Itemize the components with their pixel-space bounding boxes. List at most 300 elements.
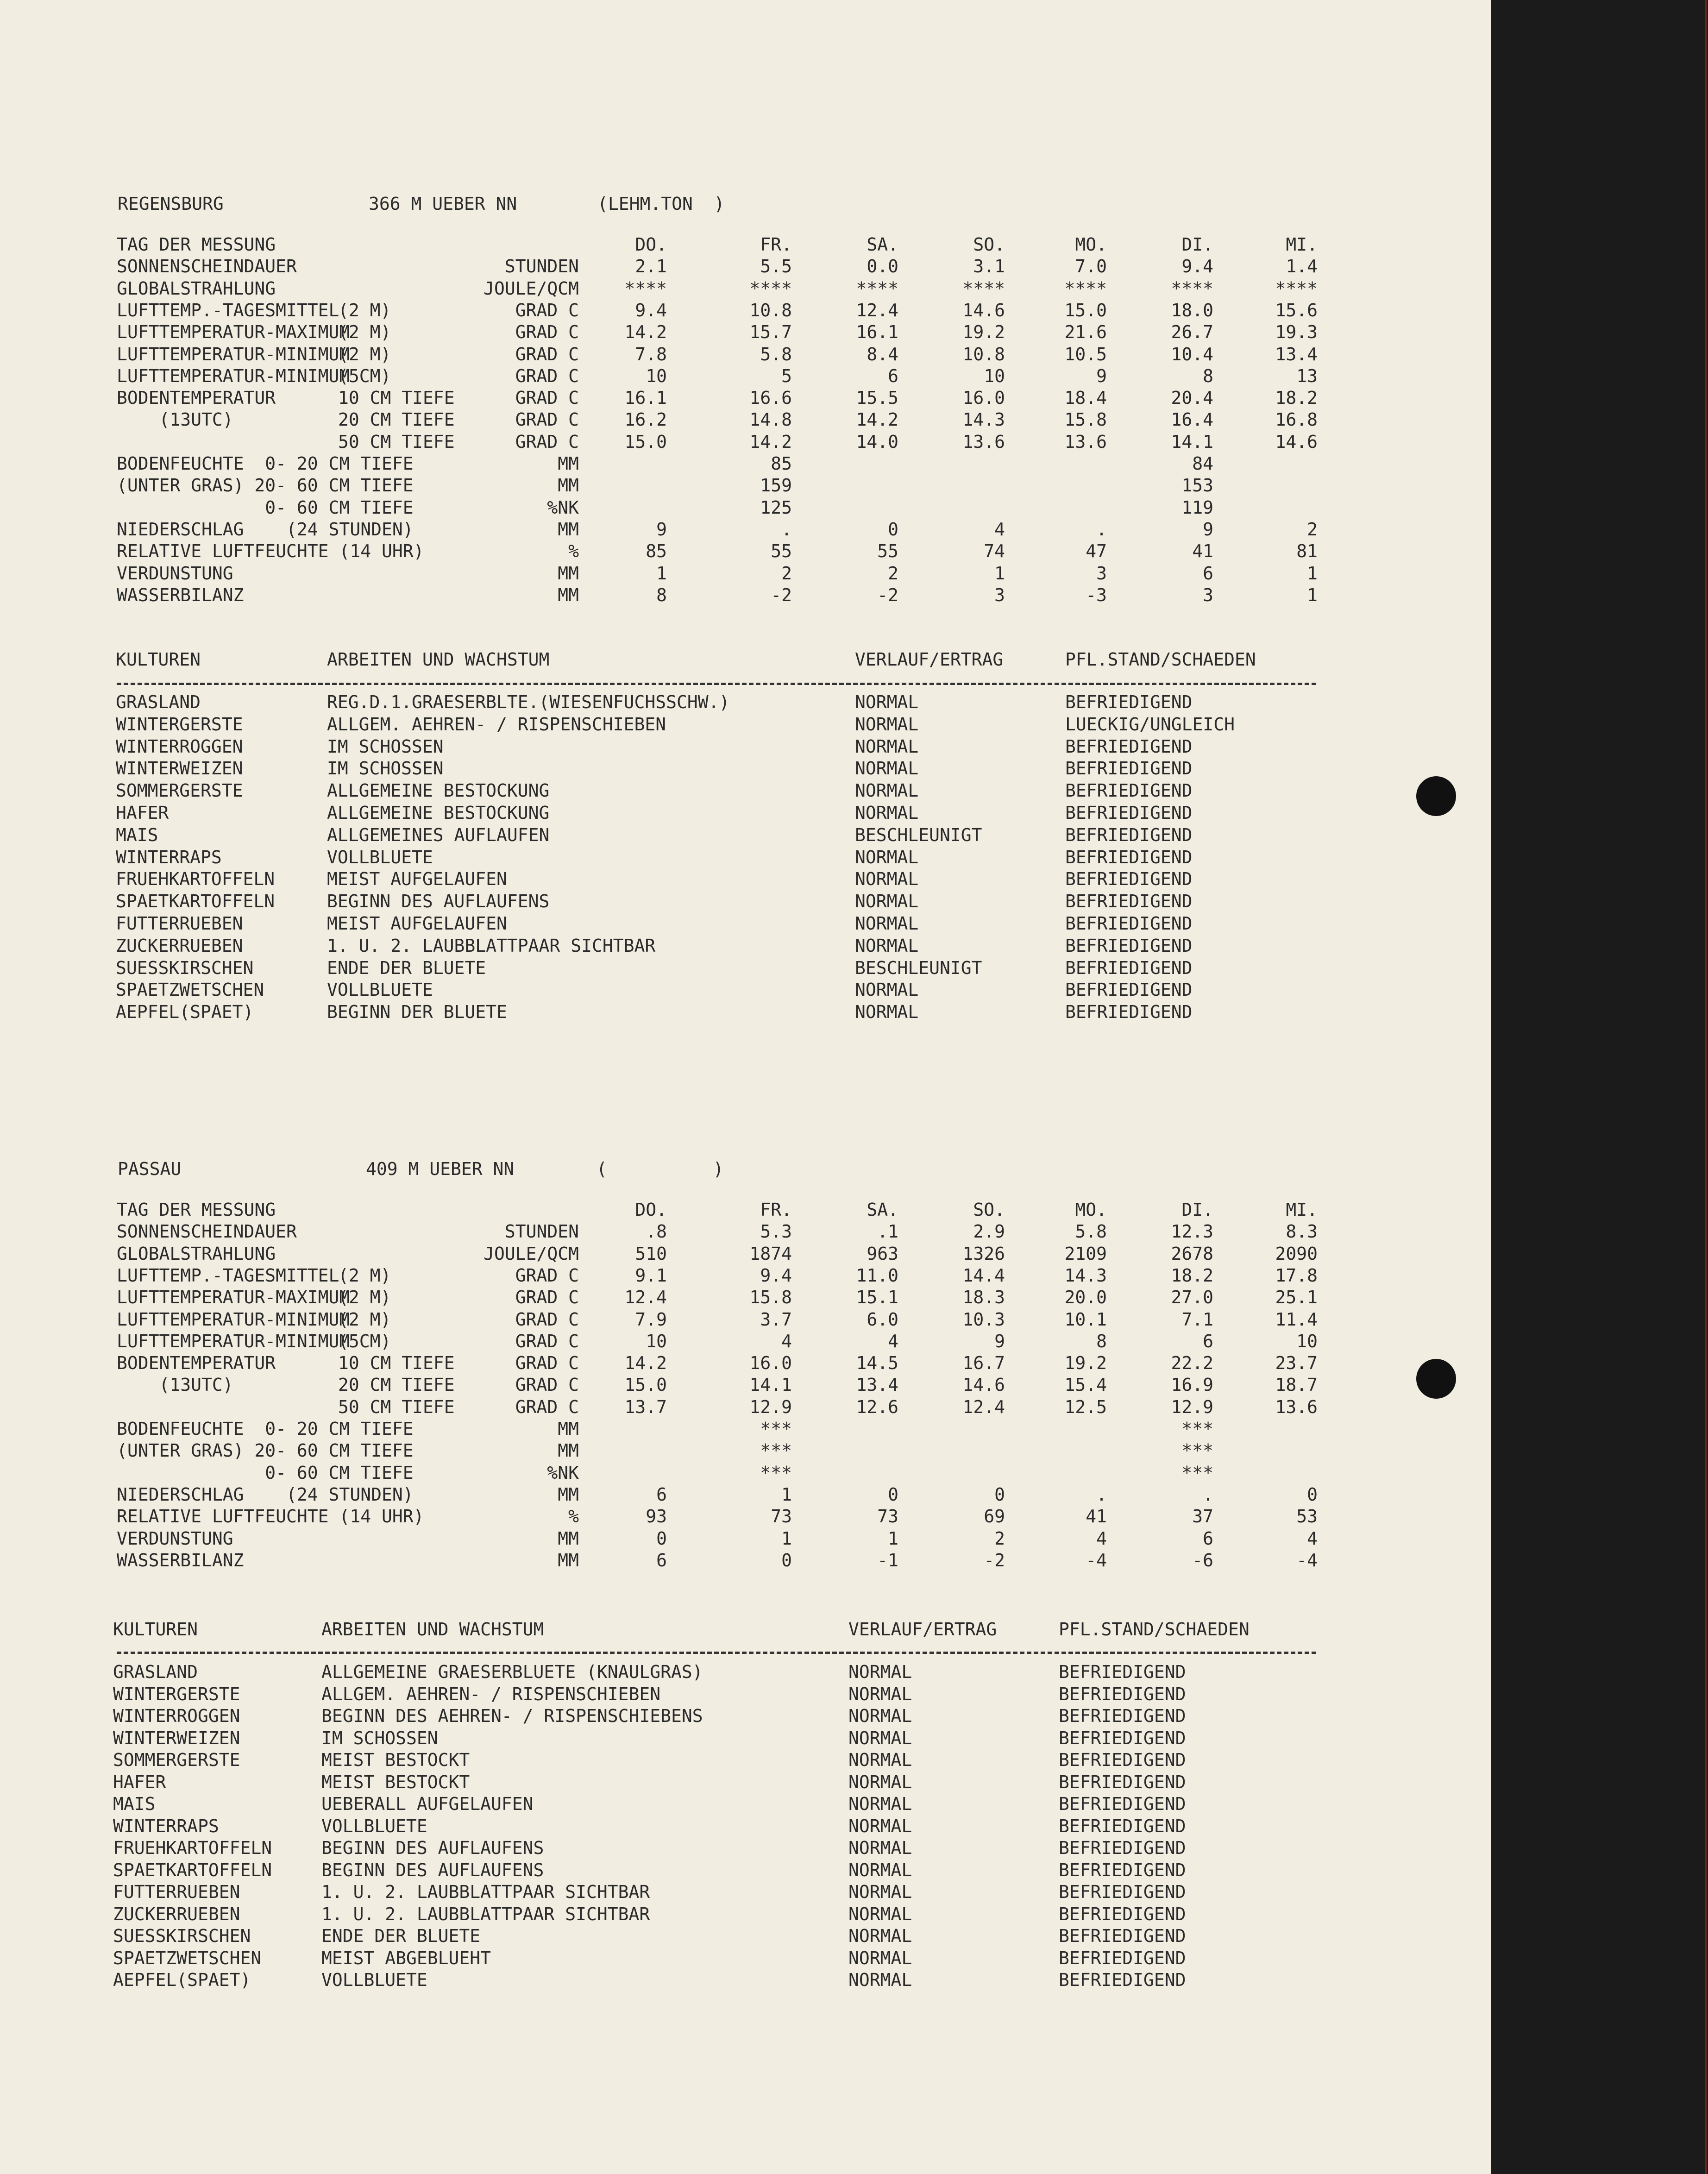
data-cell: 6 (656, 1550, 667, 1571)
data-cell: 9 (656, 519, 667, 540)
data-cell: -2 (771, 584, 792, 605)
punch-hole (1416, 1359, 1456, 1399)
crop-stage: MEIST AUFGELAUFEN (327, 869, 507, 890)
data-cell: 10 (646, 365, 667, 386)
row-unit: MM (558, 475, 579, 496)
data-cell: 25.1 (1275, 1287, 1318, 1308)
data-cell: 0 (656, 1528, 667, 1549)
data-cell: 10.5 (1064, 344, 1107, 364)
day-header: SO. (973, 234, 1005, 255)
crop-condition: BEFRIEDIGEND (1059, 1838, 1186, 1858)
data-cell: 27.0 (1171, 1287, 1213, 1308)
data-cell: 10 (1296, 1331, 1318, 1351)
crop-progress: NORMAL (848, 1882, 912, 1902)
data-cell: 4 (994, 519, 1005, 540)
crop-stage: ALLGEMEINE BESTOCKUNG (327, 780, 550, 801)
row-unit: %NK (547, 497, 579, 518)
data-cell: 41 (1086, 1506, 1107, 1527)
crop-stage: 1. U. 2. LAUBBLATTPAAR SICHTBAR (321, 1904, 650, 1924)
data-cell: 2109 (1064, 1243, 1107, 1264)
data-cell: 15.4 (1064, 1375, 1107, 1395)
data-cell: 9 (994, 1331, 1005, 1351)
crop-condition: BEFRIEDIGEND (1059, 1706, 1186, 1726)
crop-column-header: ARBEITEN UND WACHSTUM (327, 649, 550, 670)
row-unit: MM (558, 453, 579, 474)
crop-condition: BEFRIEDIGEND (1059, 1926, 1186, 1946)
crop-name: FUTTERRUEBEN (113, 1882, 240, 1902)
crop-stage: ALLGEM. AEHREN- / RISPENSCHIEBEN (327, 714, 666, 735)
row-unit: GRAD C (515, 431, 579, 452)
row-label: LUFTTEMP.-TAGESMITTEL (117, 300, 339, 320)
data-cell: 16.8 (1275, 409, 1318, 430)
data-cell: 19.2 (1064, 1353, 1107, 1374)
data-cell: 8 (656, 584, 667, 605)
day-header: FR. (760, 234, 792, 255)
data-cell: **** (1171, 278, 1213, 299)
data-cell: . (781, 519, 792, 540)
crop-name: WINTERGERSTE (113, 1684, 240, 1704)
crop-progress: NORMAL (855, 1002, 919, 1023)
crop-progress: NORMAL (855, 803, 919, 823)
data-cell: 119 (1181, 497, 1213, 518)
row-label: TAG DER MESSUNG (117, 234, 276, 255)
crop-stage: VOLLBLUETE (327, 847, 433, 867)
crop-condition: BEFRIEDIGEND (1065, 803, 1193, 823)
row-label: BODENTEMPERATUR (117, 1353, 276, 1374)
row-label: BODENFEUCHTE 0- 20 CM TIEFE (117, 1419, 414, 1439)
crop-name: SUESSKIRSCHEN (113, 1926, 251, 1946)
crop-column-header: PFL.STAND/SCHAEDEN (1059, 1619, 1250, 1640)
station-elevation: 366 M UEBER NN (369, 194, 517, 214)
data-cell: 4 (888, 1331, 898, 1351)
row-label: (13UTC) (117, 409, 233, 430)
crop-condition: BEFRIEDIGEND (1065, 692, 1193, 712)
row-unit: GRAD C (515, 322, 579, 343)
crop-name: SUESSKIRSCHEN (116, 957, 254, 978)
data-cell: . (1096, 1484, 1107, 1505)
crop-name: HAFER (113, 1772, 166, 1792)
crop-name: SPAETZWETSCHEN (113, 1948, 262, 1968)
crop-name: ZUCKERRUEBEN (116, 935, 243, 956)
row-unit: MM (558, 563, 579, 584)
data-cell: 5.3 (760, 1221, 792, 1242)
crop-stage: BEGINN DES AEHREN- / RISPENSCHIEBENS (321, 1706, 703, 1726)
crop-progress: NORMAL (855, 758, 919, 779)
crop-condition: BEFRIEDIGEND (1059, 1794, 1186, 1814)
data-cell: 14.0 (856, 431, 898, 452)
data-cell: 14.6 (1275, 431, 1318, 452)
row-label: GLOBALSTRAHLUNG (117, 1243, 276, 1264)
row-label: SONNENSCHEINDAUER (117, 1221, 297, 1242)
row-label: BODENTEMPERATUR (117, 388, 276, 408)
crop-column-header: KULTUREN (116, 649, 201, 670)
data-cell: 5.8 (760, 344, 792, 364)
crop-progress: NORMAL (848, 1772, 912, 1792)
crop-stage: VOLLBLUETE (327, 980, 433, 1000)
row-unit: MM (558, 1528, 579, 1549)
data-cell: 2.1 (635, 256, 667, 277)
crop-condition: BEFRIEDIGEND (1059, 1970, 1186, 1990)
data-cell: 21.6 (1064, 322, 1107, 343)
crop-progress: NORMAL (848, 1728, 912, 1748)
data-cell: -1 (877, 1550, 898, 1571)
crop-stage: REG.D.1.GRAESERBLTE.(WIESENFUCHSSCHW.) (327, 692, 730, 712)
data-cell: 55 (771, 541, 792, 562)
crop-condition: BEFRIEDIGEND (1065, 935, 1193, 956)
row-unit: MM (558, 519, 579, 540)
data-cell: 18.2 (1171, 1265, 1213, 1286)
data-cell: 3 (1203, 584, 1213, 605)
crop-name: WINTERWEIZEN (113, 1728, 240, 1748)
crop-column-header: PFL.STAND/SCHAEDEN (1065, 649, 1256, 670)
crop-progress: NORMAL (848, 1948, 912, 1968)
crop-stage: BEGINN DES AUFLAUFENS (321, 1838, 544, 1858)
data-cell: 1 (1307, 563, 1318, 584)
data-cell: 6 (656, 1484, 667, 1505)
row-unit: MM (558, 1419, 579, 1439)
data-cell: 1 (656, 563, 667, 584)
data-cell: 153 (1181, 475, 1213, 496)
data-cell: 8.4 (867, 344, 898, 364)
data-cell: 12.3 (1171, 1221, 1213, 1242)
row-unit: GRAD C (515, 409, 579, 430)
data-cell: 0 (888, 519, 898, 540)
data-cell: 74 (984, 541, 1005, 562)
crop-name: SPAETKARTOFFELN (116, 891, 275, 912)
crop-progress: NORMAL (848, 1860, 912, 1880)
crop-progress: NORMAL (848, 1794, 912, 1814)
row-unit: JOULE/QCM (484, 1243, 579, 1264)
data-cell: 510 (635, 1243, 667, 1264)
data-cell: 85 (771, 453, 792, 474)
data-cell: 18.0 (1171, 300, 1213, 320)
crop-name: MAIS (116, 824, 158, 845)
crop-condition: BEFRIEDIGEND (1065, 957, 1193, 978)
data-cell: 12.6 (856, 1396, 898, 1417)
row-label: GLOBALSTRAHLUNG (117, 278, 276, 299)
data-cell: 0 (994, 1484, 1005, 1505)
row-sublabel: 50 CM TIEFE (338, 1396, 455, 1417)
data-cell: 53 (1296, 1506, 1318, 1527)
data-cell: *** (1181, 1440, 1213, 1461)
crop-name: FRUEHKARTOFFELN (116, 869, 275, 890)
data-cell: 15.0 (624, 1375, 667, 1395)
crop-condition: BEFRIEDIGEND (1065, 1002, 1193, 1023)
row-unit: GRAD C (515, 1396, 579, 1417)
data-cell: 13.6 (962, 431, 1005, 452)
data-cell: 2.9 (973, 1221, 1005, 1242)
crop-stage: 1. U. 2. LAUBBLATTPAAR SICHTBAR (321, 1882, 650, 1902)
data-cell: 11.0 (856, 1265, 898, 1286)
data-cell: 2090 (1275, 1243, 1318, 1264)
crop-name: WINTERROGGEN (113, 1706, 240, 1726)
data-cell: 13.6 (1275, 1396, 1318, 1417)
crop-progress: NORMAL (848, 1926, 912, 1946)
data-cell: 4 (781, 1331, 792, 1351)
data-cell: 10 (646, 1331, 667, 1351)
crop-column-header: VERLAUF/ERTRAG (855, 649, 1004, 670)
crop-stage: IM SCHOSSEN (327, 758, 444, 779)
data-cell: 9.1 (635, 1265, 667, 1286)
data-cell: -2 (984, 1550, 1005, 1571)
crop-name: WINTERROGGEN (116, 736, 243, 757)
data-cell: **** (1275, 278, 1318, 299)
row-label: LUFTTEMPERATUR-MAXIMUM (117, 1287, 350, 1308)
data-cell: 20.0 (1064, 1287, 1107, 1308)
crop-progress: NORMAL (848, 1662, 912, 1682)
crop-stage: ALLGEMEINE GRAESERBLUETE (KNAULGRAS) (321, 1662, 703, 1682)
data-cell: -2 (877, 584, 898, 605)
data-cell: . (1203, 1484, 1213, 1505)
data-cell: 16.9 (1171, 1375, 1213, 1395)
station-name: PASSAU (118, 1159, 182, 1179)
data-cell: 6 (1203, 1331, 1213, 1351)
data-cell: 4 (1307, 1528, 1318, 1549)
station-name: REGENSBURG (118, 194, 224, 214)
data-cell: 14.6 (962, 300, 1005, 320)
crop-column-header: VERLAUF/ERTRAG (848, 1619, 997, 1640)
day-header: DO. (635, 1200, 667, 1220)
data-cell: 9 (1096, 365, 1107, 386)
data-cell: 16.7 (962, 1353, 1005, 1374)
data-cell: 13.4 (856, 1375, 898, 1395)
crop-stage: IM SCHOSSEN (327, 736, 444, 757)
data-cell: 18.7 (1275, 1375, 1318, 1395)
row-sublabel: 10 CM TIEFE (338, 388, 455, 408)
data-cell: 5 (781, 365, 792, 386)
crop-stage: ENDE DER BLUETE (321, 1926, 481, 1946)
data-cell: .1 (877, 1221, 898, 1242)
data-cell: 2 (888, 563, 898, 584)
crop-name: AEPFEL(SPAET) (113, 1970, 251, 1990)
crop-stage: ALLGEMEINES AUFLAUFEN (327, 824, 550, 845)
crop-name: FUTTERRUEBEN (116, 913, 243, 934)
data-cell: 10.1 (1064, 1309, 1107, 1330)
data-cell: 14.2 (749, 431, 792, 452)
data-cell: 14.3 (1064, 1265, 1107, 1286)
data-cell: 1874 (749, 1243, 792, 1264)
crop-name: GRASLAND (113, 1662, 198, 1682)
data-cell: 9.4 (1181, 256, 1213, 277)
crop-name: SPAETZWETSCHEN (116, 980, 264, 1000)
day-header: DO. (635, 234, 667, 255)
data-cell: 963 (867, 1243, 898, 1264)
data-cell: **** (1064, 278, 1107, 299)
row-sublabel: (2 M) (338, 344, 391, 364)
row-unit: STUNDEN (504, 256, 579, 277)
data-cell: 12.5 (1064, 1396, 1107, 1417)
row-unit: GRAD C (515, 344, 579, 364)
data-cell: 16.0 (749, 1353, 792, 1374)
crop-stage: 1. U. 2. LAUBBLATTPAAR SICHTBAR (327, 935, 656, 956)
row-sublabel: (2 M) (338, 300, 391, 320)
data-cell: 14.2 (856, 409, 898, 430)
row-label: RELATIVE LUFTFEUCHTE (14 UHR) (117, 1506, 424, 1527)
crop-stage: VOLLBLUETE (321, 1970, 427, 1990)
station-soil: (LEHM.TON ) (597, 194, 725, 214)
data-cell: 11.4 (1275, 1309, 1318, 1330)
data-cell: 9.4 (760, 1265, 792, 1286)
crop-column-header: ARBEITEN UND WACHSTUM (321, 1619, 544, 1640)
data-cell: 12.9 (1171, 1396, 1213, 1417)
row-label: NIEDERSCHLAG (24 STUNDEN) (117, 519, 414, 540)
crop-name: ZUCKERRUEBEN (113, 1904, 240, 1924)
crop-condition: BEFRIEDIGEND (1059, 1948, 1186, 1968)
crop-name: FRUEHKARTOFFELN (113, 1838, 272, 1858)
row-label: RELATIVE LUFTFEUCHTE (14 UHR) (117, 541, 424, 562)
row-label: LUFTTEMPERATUR-MINIMUM (117, 365, 350, 386)
row-sublabel: (2 M) (338, 1265, 391, 1286)
row-label: NIEDERSCHLAG (24 STUNDEN) (117, 1484, 414, 1505)
row-sublabel: (2 M) (338, 1287, 391, 1308)
crop-name: AEPFEL(SPAET) (116, 1002, 254, 1023)
data-cell: 14.2 (624, 1353, 667, 1374)
data-cell: 1326 (962, 1243, 1005, 1264)
data-cell: 10.4 (1171, 344, 1213, 364)
data-cell: 23.7 (1275, 1353, 1318, 1374)
crop-name: SOMMERGERSTE (116, 780, 243, 801)
day-header: DI. (1181, 234, 1213, 255)
crop-column-header: KULTUREN (113, 1619, 198, 1640)
row-unit: MM (558, 1550, 579, 1571)
day-header: MI. (1286, 1200, 1318, 1220)
data-cell: 1 (781, 1484, 792, 1505)
data-cell: -6 (1192, 1550, 1213, 1571)
crop-condition: BEFRIEDIGEND (1059, 1662, 1186, 1682)
row-unit: JOULE/QCM (484, 278, 579, 299)
row-unit: MM (558, 1440, 579, 1461)
dashed-separator (117, 1652, 1316, 1654)
crop-stage: ALLGEMEINE BESTOCKUNG (327, 803, 550, 823)
data-cell: 47 (1086, 541, 1107, 562)
data-cell: 20.4 (1171, 388, 1213, 408)
row-label: (UNTER GRAS) 20- 60 CM TIEFE (117, 475, 414, 496)
crop-progress: NORMAL (855, 692, 919, 712)
data-cell: **** (624, 278, 667, 299)
row-unit: GRAD C (515, 388, 579, 408)
crop-progress: NORMAL (848, 1684, 912, 1704)
data-cell: 7.1 (1181, 1309, 1213, 1330)
crop-condition: BEFRIEDIGEND (1065, 758, 1193, 779)
data-cell: 26.7 (1171, 322, 1213, 343)
data-cell: 2 (1307, 519, 1318, 540)
data-cell: 9.4 (635, 300, 667, 320)
crop-stage: MEIST BESTOCKT (321, 1750, 470, 1770)
data-cell: *** (1181, 1419, 1213, 1439)
punch-hole (1416, 776, 1456, 816)
row-sublabel: (5CM) (338, 365, 391, 386)
data-cell: 15.1 (856, 1287, 898, 1308)
data-cell: 6 (1203, 563, 1213, 584)
data-cell: 7.9 (635, 1309, 667, 1330)
data-cell: 18.3 (962, 1287, 1005, 1308)
data-cell: 15.0 (1064, 300, 1107, 320)
row-sublabel: 20 CM TIEFE (338, 409, 455, 430)
data-cell: 16.4 (1171, 409, 1213, 430)
row-label: (13UTC) (117, 1375, 233, 1395)
row-sublabel: 10 CM TIEFE (338, 1353, 455, 1374)
data-cell: 1.4 (1286, 256, 1318, 277)
row-sublabel: (2 M) (338, 1309, 391, 1330)
crop-condition: BEFRIEDIGEND (1065, 891, 1193, 912)
crop-progress: BESCHLEUNIGT (855, 824, 982, 845)
data-cell: 13.4 (1275, 344, 1318, 364)
data-cell: 17.8 (1275, 1265, 1318, 1286)
row-label: (UNTER GRAS) 20- 60 CM TIEFE (117, 1440, 414, 1461)
data-cell: 15.8 (749, 1287, 792, 1308)
data-cell: 14.5 (856, 1353, 898, 1374)
row-unit: %NK (547, 1462, 579, 1483)
crop-stage: VOLLBLUETE (321, 1816, 427, 1836)
crop-stage: IM SCHOSSEN (321, 1728, 438, 1748)
crop-condition: BEFRIEDIGEND (1065, 913, 1193, 934)
data-cell: 2 (994, 1528, 1005, 1549)
row-label: LUFTTEMPERATUR-MAXIMUM (117, 322, 350, 343)
data-cell: **** (749, 278, 792, 299)
data-cell: 13.7 (624, 1396, 667, 1417)
data-cell: 16.1 (624, 388, 667, 408)
data-cell: 0 (1307, 1484, 1318, 1505)
crop-progress: NORMAL (848, 1970, 912, 1990)
row-unit: STUNDEN (504, 1221, 579, 1242)
dashed-separator (117, 683, 1316, 685)
row-unit: GRAD C (515, 1309, 579, 1330)
row-unit: GRAD C (515, 1287, 579, 1308)
data-cell: 10.8 (749, 300, 792, 320)
data-cell: **** (962, 278, 1005, 299)
data-cell: 15.0 (624, 431, 667, 452)
crop-progress: NORMAL (855, 780, 919, 801)
data-cell: 6 (1203, 1528, 1213, 1549)
data-cell: 2 (781, 563, 792, 584)
row-unit: GRAD C (515, 1353, 579, 1374)
crop-condition: BEFRIEDIGEND (1059, 1882, 1186, 1902)
data-cell: 14.8 (749, 409, 792, 430)
data-cell: *** (760, 1419, 792, 1439)
data-cell: 73 (771, 1506, 792, 1527)
crop-name: WINTERRAPS (116, 847, 222, 867)
crop-name: WINTERWEIZEN (116, 758, 243, 779)
crop-condition: BEFRIEDIGEND (1065, 980, 1193, 1000)
data-cell: 10 (984, 365, 1005, 386)
row-unit: % (568, 541, 579, 562)
row-label: BODENFEUCHTE 0- 20 CM TIEFE (117, 453, 414, 474)
crop-name: MAIS (113, 1794, 156, 1814)
row-unit: GRAD C (515, 365, 579, 386)
row-sublabel: (5CM) (338, 1331, 391, 1351)
crop-stage: BEGINN DES AUFLAUFENS (321, 1860, 544, 1880)
data-cell: 10.3 (962, 1309, 1005, 1330)
crop-condition: BEFRIEDIGEND (1059, 1728, 1186, 1748)
row-label: 0- 60 CM TIEFE (117, 1462, 414, 1483)
data-cell: 69 (984, 1506, 1005, 1527)
data-cell: 8 (1203, 365, 1213, 386)
crop-condition: LUECKIG/UNGLEICH (1065, 714, 1235, 735)
crop-condition: BEFRIEDIGEND (1059, 1904, 1186, 1924)
data-cell: 41 (1192, 541, 1213, 562)
data-cell: 3 (994, 584, 1005, 605)
crop-progress: NORMAL (855, 736, 919, 757)
crop-progress: NORMAL (848, 1750, 912, 1770)
crop-stage: ENDE DER BLUETE (327, 957, 486, 978)
crop-condition: BEFRIEDIGEND (1065, 847, 1193, 867)
data-cell: 8 (1096, 1331, 1107, 1351)
row-label: SONNENSCHEINDAUER (117, 256, 297, 277)
row-label: WASSERBILANZ (117, 584, 244, 605)
row-label: LUFTTEMPERATUR-MINIMUM (117, 1331, 350, 1351)
crop-condition: BEFRIEDIGEND (1059, 1860, 1186, 1880)
day-header: DI. (1181, 1200, 1213, 1220)
